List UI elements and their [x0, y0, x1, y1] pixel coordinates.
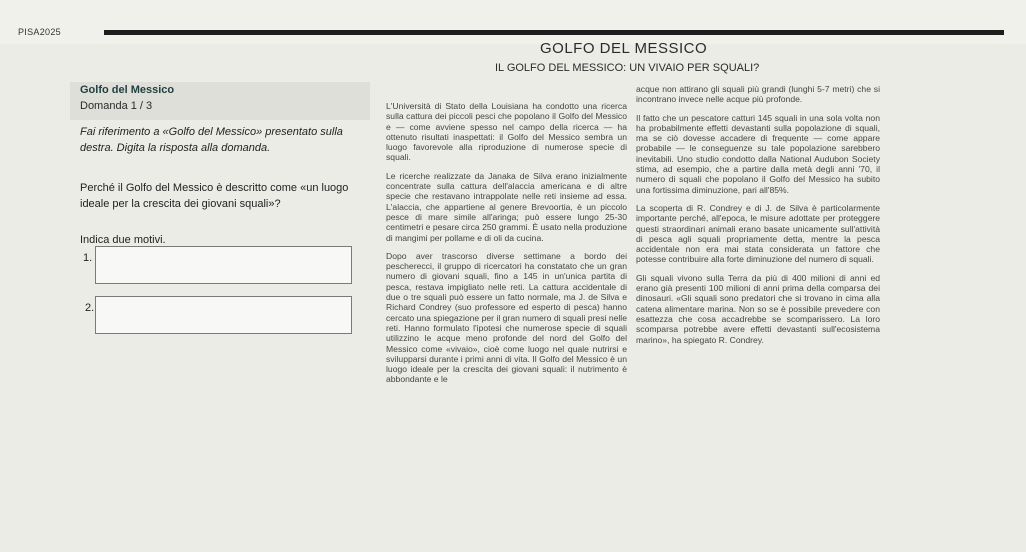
top-bar: [0, 0, 1026, 44]
question-text: Perché il Golfo del Messico è descritto come «un luogo ideale per la crescita dei giovani squali»?: [80, 182, 349, 210]
question-hint: Indica due motivi.: [80, 234, 166, 246]
question-number: Domanda 1 / 3: [80, 100, 153, 112]
article-paragraph: acque non attirano gli squali più grandi (lunghi 5-7 metri) che si incontrano invece nelle acque più profonde.: [636, 84, 880, 105]
unit-title: Golfo del Messico: [80, 84, 175, 96]
article-column-2: [636, 84, 880, 353]
answer-1-label: 1.: [83, 252, 93, 264]
answer-2-input[interactable]: [95, 296, 352, 334]
article-paragraph: L'Università di Stato della Louisiana ha condotto una ricerca sulla cattura dei piccoli pesci che popolano il Golfo del Messico e — come avviene spesso nel campo della ricerca — ha ottenuto risultati inaspettati: il Golfo del Messico sembra un luogo favorevole alla riproduzione di numerose specie di squali.: [386, 101, 627, 163]
answer-2-label: 2.: [85, 302, 95, 314]
article-paragraph: Le ricerche realizzate da Janaka de Silva erano inizialmente concentrate sulla cattura dell'alaccia americana e di altre specie che restavano intrappolate nelle reti insieme ad essa. L'alaccia, che appartiene al genere Brevoortia, è un piccolo pesce di mare simile all'aringa; può essere lungo 25-30 centimetri e pesare circa 250 grammi. È usato nella produzione di mangimi per pollame e di oli da cucina.: [386, 170, 627, 243]
answer-1-input[interactable]: [95, 246, 352, 284]
article-paragraph: Gli squali vivono sulla Terra da più di 400 milioni di anni ed erano già presenti 100 milioni di anni prima della comparsa dei dinosauri. «Gli squali sono predatori che si trovano in cima alla catena alimentare marina. Non so se è possibile prevedere con esattezza che cosa accadrebbe se scomparissero. La loro scomparsa potrebbe avere effetti devastanti sull'ecosistema marino», ha spiegato R. Condrey.: [636, 272, 880, 345]
article-column-1: [386, 101, 627, 393]
article-subtitle: IL GOLFO DEL MESSICO: UN VIVAIO PER SQUALI?: [495, 62, 760, 74]
brand-logo: PISA2025: [18, 27, 61, 37]
article-paragraph: Il fatto che un pescatore catturi 145 squali in una sola volta non ha probabilmente effetti devastanti sulla popolazione di squali, ma se ciò dovesse accadere di frequente — come appare probabile — le conseguenze su tale popolazione sarebbero inevitabili. Uno studio condotto dalla National Audubon Society stima, ad esempio, che a partire dalla metà degli anni '70, il numero di squali che popolano il Golfo del Messico ha subito una fortissima diminuzione, pari all'85%.: [636, 112, 880, 195]
article-paragraph: Dopo aver trascorso diverse settimane a bordo dei pescherecci, il gruppo di ricercatori ha constatato che un gran numero di giovani squali, fino a 145 in un'unica partita di pesca, restava impigliato nelle reti. La cattura accidentale di due o tre squali può essere un fatto normale, ma J. de Silva e Richard Condrey (suo professore ed esperto di pesca) hanno cercato una spiegazione per il gran numero di squali presi nelle reti. Hanno formulato l'ipotesi che numerose specie di squali utilizzino le acque meno profonde del nord del Golfo del Messico come «vivaio», cioè come luogo nel quale nutrirsi e svilupparsi durante i primi anni di vita. Il Golfo del Messico è un luogo ideale per la crescita dei giovani squali: il nutrimento è abbondante e le: [386, 250, 627, 385]
article-title: GOLFO DEL MESSICO: [540, 40, 708, 57]
header-divider: [104, 30, 1004, 35]
article-paragraph: La scoperta di R. Condrey e di J. de Silva è particolarmente importante perché, all'epoca, le misure adottate per proteggere questi straordinari animali erano basate unicamente sull'attività di pesca agli squali propriamente detta, mentre la pesca accidentale non era mai stata considerata un fattore che potesse contribuire alla forte diminuzione del numero di squali.: [636, 202, 880, 265]
instruction-text: Fai riferimento a «Golfo del Messico» presentato sulla destra. Digita la risposta alla domanda.: [80, 126, 343, 154]
